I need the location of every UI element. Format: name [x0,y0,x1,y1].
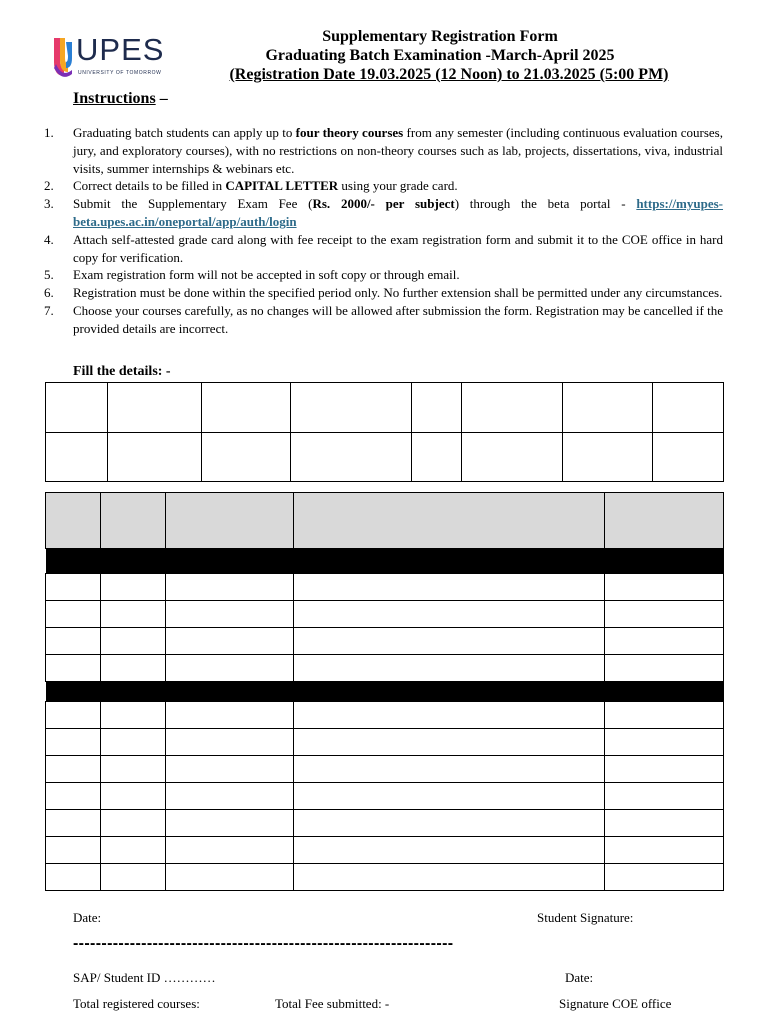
details-cell[interactable] [563,383,653,433]
course-row [46,756,724,783]
instructions-heading [73,90,168,108]
course-cell[interactable] [294,574,605,601]
course-cell[interactable] [294,864,605,891]
instruction-number: 4. [44,231,54,247]
details-row [46,383,724,433]
course-row [46,574,724,601]
course-row [46,655,724,682]
course-cell[interactable] [101,729,166,756]
course-cell[interactable] [46,702,101,729]
course-cell[interactable] [46,628,101,655]
course-cell[interactable] [101,783,166,810]
course-cell[interactable] [605,729,724,756]
details-cell[interactable] [653,383,724,433]
logo-tagline: UNIVERSITY OF TOMORROW [78,70,162,76]
course-cell[interactable] [294,783,605,810]
course-cell[interactable] [166,756,294,783]
logo-text: UPES [76,32,165,67]
course-row [46,601,724,628]
course-cell[interactable] [46,574,101,601]
section-band-cell [46,682,724,702]
instruction-text: Graduating batch students can apply up to [73,125,296,140]
course-cell[interactable] [101,837,166,864]
course-cell[interactable] [101,628,166,655]
course-cell[interactable] [294,601,605,628]
course-cell[interactable] [294,702,605,729]
header-cell [294,493,605,549]
course-cell[interactable] [294,756,605,783]
course-cell[interactable] [101,574,166,601]
instruction-number: 1. [44,125,54,140]
details-cell[interactable] [46,432,108,482]
course-row [46,702,724,729]
details-cell[interactable] [653,432,724,482]
course-cell[interactable] [166,628,294,655]
form-title: Supplementary Registration Form [322,28,558,45]
details-cell[interactable] [563,432,653,482]
course-cell[interactable] [605,837,724,864]
details-row [46,432,724,482]
course-cell[interactable] [46,729,101,756]
upes-logo-mark-icon [52,34,76,80]
course-cell[interactable] [294,655,605,682]
course-cell[interactable] [166,837,294,864]
date-label: Date: [73,910,102,925]
instruction-bold: four theory courses [295,125,404,140]
instruction-text: ) through the beta portal - [454,196,637,212]
course-cell[interactable] [46,837,101,864]
course-cell[interactable] [605,628,724,655]
details-cell[interactable] [202,383,291,433]
details-cell[interactable] [108,432,202,482]
instruction-number: 3. [44,196,54,212]
total-courses-label: Total registered courses: [73,996,200,1011]
details-cell[interactable] [462,383,563,433]
details-cell[interactable] [412,432,462,482]
section-band-cell [46,549,724,574]
header-cell [101,493,166,549]
fill-details-heading: Fill the details: - [73,364,171,379]
details-cell[interactable] [202,432,291,482]
instruction-number: 5. [44,267,54,283]
instruction-item [44,231,723,267]
course-cell[interactable] [101,864,166,891]
course-cell[interactable] [46,864,101,891]
instruction-item [44,284,723,302]
details-cell[interactable] [462,432,563,482]
course-row [46,864,724,891]
course-cell[interactable] [605,574,724,601]
upes-logo [52,32,164,80]
course-cell[interactable] [46,810,101,837]
instruction-bold: CAPITAL LETTER [225,178,339,194]
course-cell[interactable] [294,837,605,864]
instruction-text: from any semester (including continuous evaluation courses, jury, and exploratory courses), with no restrictions on non-theory courses such as lab, projects, dissertations, viva, industrial visits, summer internships & webinars etc. [73,125,723,176]
course-cell[interactable] [166,574,294,601]
coe-signature-label: Signature COE office [559,996,672,1011]
course-cell[interactable] [101,601,166,628]
instruction-item [44,177,723,195]
course-cell[interactable] [605,783,724,810]
course-cell[interactable] [46,783,101,810]
student-signature-label: Student Signature: [537,910,634,925]
instruction-item [44,124,723,177]
instruction-text: Submit the Supplementary Exam Fee ( [73,196,313,212]
course-cell[interactable] [294,810,605,837]
details-cell[interactable] [291,432,412,482]
course-cell[interactable] [101,702,166,729]
student-details-table [45,382,724,482]
instruction-text: Exam registration form will not be accepted in soft copy or through email. [73,267,460,283]
course-cell[interactable] [101,756,166,783]
instruction-text: Registration must be done within the specified period only. No further extension shall be permitted under any circumstances. [73,285,723,301]
total-fee-label: Total Fee submitted: - [275,996,390,1011]
details-cell[interactable] [412,383,462,433]
course-cell[interactable] [605,702,724,729]
course-row [46,810,724,837]
instruction-bold: Rs. 2000/- per subject [312,196,455,212]
office-date-label: Date: [565,970,594,985]
course-cell[interactable] [101,810,166,837]
course-cell[interactable] [166,655,294,682]
course-cell[interactable] [166,810,294,837]
instruction-text: Attach self-attested grade card along with fee receipt to the exam registration form and submit it to the COE office in hard copy for verification. [73,231,723,265]
instruction-text: using your grade card. [338,178,458,194]
course-cell[interactable] [166,783,294,810]
course-cell[interactable] [605,864,724,891]
instruction-number: 6. [44,285,54,301]
section-band [46,682,724,702]
course-cell[interactable] [605,756,724,783]
instruction-number: 2. [44,178,54,194]
header-cell [46,493,101,549]
details-cell[interactable] [108,383,202,433]
course-cell[interactable] [605,655,724,682]
course-cell[interactable] [166,702,294,729]
course-cell[interactable] [605,601,724,628]
header-cell [166,493,294,549]
registration-dates: (Registration Date 19.03.2025 (12 Noon) to 21.03.2025 (5:00 PM) [229,66,669,83]
course-cell[interactable] [166,864,294,891]
course-cell[interactable] [294,628,605,655]
course-cell[interactable] [605,810,724,837]
instructions-list [44,124,723,338]
instruction-number: 7. [44,302,54,318]
course-row [46,628,724,655]
courses-header-row [46,493,724,549]
course-cell[interactable] [101,655,166,682]
course-cell[interactable] [166,601,294,628]
details-cell[interactable] [46,383,108,433]
header-cell [605,493,724,549]
course-row [46,729,724,756]
course-cell[interactable] [166,729,294,756]
form-header [180,27,700,85]
instructions-heading-text: Instructions [73,90,156,107]
sap-id-label: SAP/ Student ID ………… [73,970,216,985]
instruction-text: Choose your courses carefully, as no changes will be allowed after submission the form. Registration may be cancelled if the provided details are incorrect. [73,302,723,336]
instruction-item [44,302,723,338]
form-subtitle: Graduating Batch Examination -March-April 2025 [265,47,615,64]
instructions-heading-dash: – [155,90,168,107]
course-cell[interactable] [46,756,101,783]
beta-portal-link[interactable]: https://myupes-beta.upes.ac.in/oneportal/app/auth/login [73,196,724,229]
instruction-text: Correct details to be filled in [73,178,226,194]
section-band [46,549,724,574]
course-row [46,783,724,810]
details-cell[interactable] [291,383,412,433]
instruction-item [44,195,723,231]
courses-table [45,492,724,891]
course-cell[interactable] [46,655,101,682]
cut-line: ------------------------------------------------------------------- [73,935,454,952]
course-cell[interactable] [46,601,101,628]
course-row [46,837,724,864]
course-cell[interactable] [294,729,605,756]
instruction-item [44,266,723,284]
